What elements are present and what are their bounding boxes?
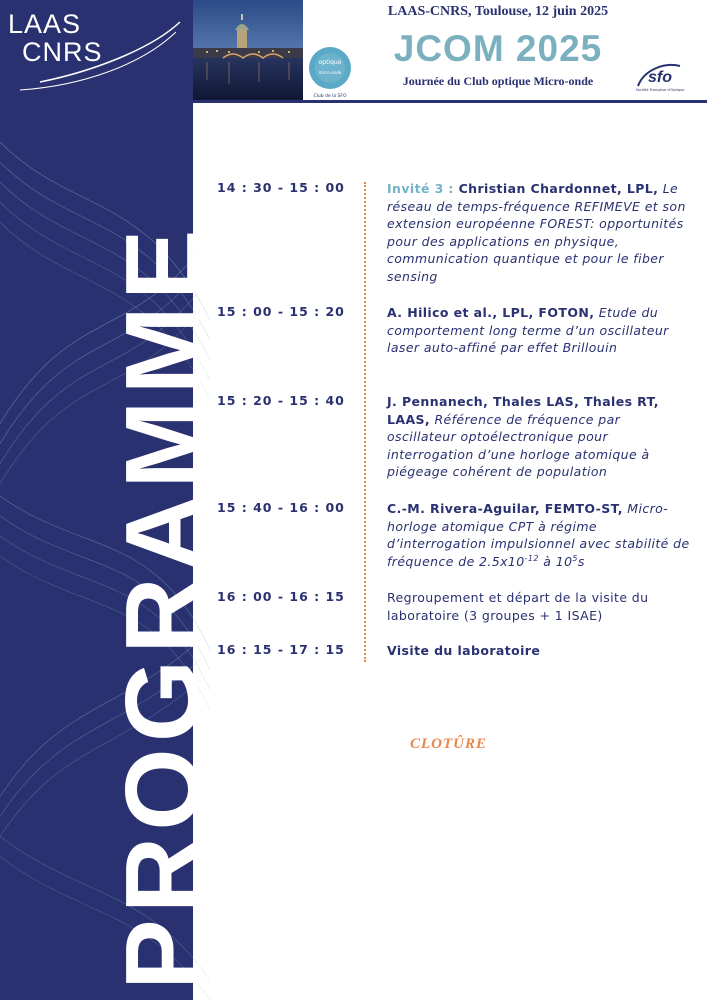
slot-time: 16 : 00 - 16 : 15 [217, 589, 345, 604]
vertical-title-wrapper [0, 0, 222, 1000]
event-subtitle: Journée du Club optique Micro-onde [402, 74, 594, 88]
slot-description [387, 642, 693, 660]
speaker: C.-M. Rivera-Aguilar, FEMTO-ST, [387, 501, 623, 516]
vertical-title: PROGRAMME [104, 223, 222, 990]
timeline-dotted-line [364, 182, 366, 662]
talk-title: Référence de fréquence par oscillateur optoélectronique pour interrogation d’une horloge atomique à piégeage cohérent de population [387, 411, 650, 479]
slot-time: 15 : 00 - 15 : 20 [217, 304, 345, 319]
club-optique-logo [306, 44, 354, 100]
slot-time: 14 : 30 - 15 : 00 [217, 180, 345, 195]
event-meta: LAAS-CNRS, Toulouse, 12 juin 2025 [387, 4, 609, 19]
slot-description [387, 180, 693, 285]
toulouse-photo [193, 0, 303, 100]
talk-title: Etude du comportement long terme d’un oscillateur laser auto-affiné par effet Brillouin [387, 305, 669, 355]
club-logo-caption: Club de la SFO [313, 94, 347, 99]
event-title: JCOM 2025 [393, 28, 603, 69]
talk-title-mid: à 10 [538, 553, 573, 569]
sfo-caption: Société Française d'Optique [635, 88, 685, 92]
logo-line-laas: LAAS [8, 9, 82, 39]
exponent-1: -12 [524, 553, 539, 563]
logo-line-cnrs: CNRS [22, 37, 103, 67]
slot-description [387, 304, 693, 357]
slot-time: 15 : 40 - 16 : 00 [217, 500, 345, 515]
speaker: Christian Chardonnet, LPL, [458, 181, 659, 196]
slot-description [387, 500, 693, 570]
club-logo-top-text: optique [318, 59, 342, 66]
header-divider [193, 100, 707, 103]
exponent-2: 5 [572, 553, 578, 563]
speaker: A. Hilico et al., LPL, FOTON, [387, 305, 595, 320]
club-logo-bottom-text: micro-onde [318, 70, 342, 75]
talk-title: Le réseau de temps-fréquence REFIMEVE et son extension européenne FOREST: opportunités pour des applications en physique, communication quantique et pour le fiber sensing [387, 181, 686, 284]
slot-description: Regroupement et départ de la visite du laboratoire (3 groupes + 1 ISAE) [387, 590, 649, 623]
talk-title-post: s [577, 553, 585, 569]
closing-label: CLOTÛRE [410, 736, 488, 752]
invite-label: Invité 3 : [387, 181, 459, 196]
talk-title-pre: Micro-horloge atomique CPT à régime d’interrogation impulsionnel avec stabilité de fréquence de 2.5x10 [387, 501, 690, 569]
sidebar-panel [0, 0, 222, 1000]
slot-description [387, 393, 693, 481]
slot-time: 16 : 15 - 17 : 15 [217, 642, 345, 657]
sfo-logo-text: sfo [648, 69, 672, 86]
speaker: Visite du laboratoire [387, 643, 541, 658]
slot-time: 15 : 20 - 15 : 40 [217, 393, 345, 408]
speaker: J. Pennanech, Thales LAS, Thales RT, LAAS, [387, 394, 659, 427]
